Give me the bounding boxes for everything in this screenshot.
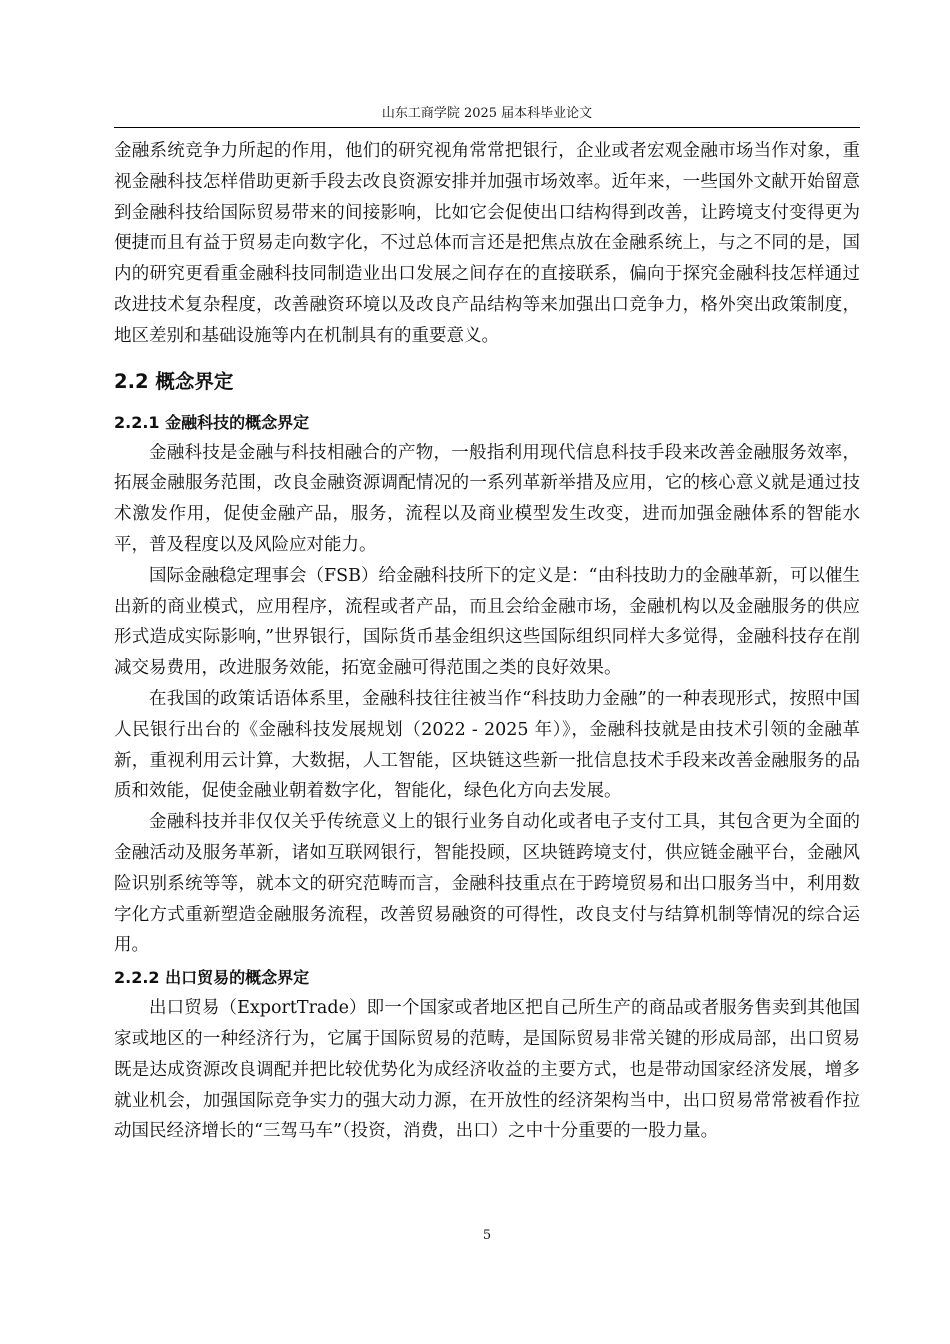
page-body xyxy=(114,136,860,1147)
subsection-heading-2-2-1: 2.2.1 金融科技的概念界定 xyxy=(114,412,310,432)
header-divider xyxy=(114,127,860,128)
paragraph-export-trade-definition: 出口贸易（ExportTrade）即一个国家或者地区把自己所生产的商品或者服务售卖到其他国家或地区的一种经济行为，它属于国际贸易的范畴，是国际贸易非常关键的形成局部，出口贸易既是达成资源改良调配并把比较优势化为成经济收益的主要方式，也是带动国家经济发展，增多就业机会，加强国际竞争实力的强大动力源，在开放性的经济架构当中，出口贸易常常被看作拉动国民经济增长的“三驾马车”（投资，消费，出口）之中十分重要的一股力量。 xyxy=(114,998,860,1142)
paragraph-fintech-scope: 金融科技并非仅仅关乎传统意义上的银行业务自动化或者电子支付工具，其包含更为全面的金融活动及服务革新，诸如互联网银行，智能投顾，区块链跨境支付，供应链金融平台，金融风险识别系统等等，就本文的研究范畴而言，金融科技重点在于跨境贸易和出口服务当中，利用数字化方式重新塑造金融服务流程，改善贸易融资的可得性，改良支付与结算机制等情况的综合运用。 xyxy=(114,812,860,956)
paragraph-continued: 金融系统竞争力所起的作用，他们的研究视角常常把银行，企业或者宏观金融市场当作对象，重视金融科技怎样借助更新手段去改良资源安排并加强市场效率。近年来，一些国外文献开始留意到金融科技给国际贸易带来的间接影响，比如它会促使出口结构得到改善，让跨境支付变得更为便捷而且有益于贸易走向数字化，不过总体而言还是把焦点放在金融系统上，与之不同的是，国内的研究更看重金融科技同制造业出口发展之间存在的直接联系，偏向于探究金融科技怎样通过改进技术复杂程度，改善融资环境以及改良产品结构等来加强出口竞争力，格外突出政策制度，地区差别和基础设施等内在机制具有的重要意义。 xyxy=(114,141,860,346)
paragraph-fintech-definition: 金融科技是金融与科技相融合的产物，一般指利用现代信息科技手段来改善金融服务效率，拓展金融服务范围，改良金融资源调配情况的一系列革新举措及应用，它的核心意义就是通过技术激发作用，促使金融产品，服务，流程以及商业模型发生改变，进而加强金融体系的智能水平，普及程度以及风险应对能力。 xyxy=(114,442,860,555)
subsection-heading-2-2-2: 2.2.2 出口贸易的概念界定 xyxy=(114,968,310,988)
section-heading-2-2: 2.2 概念界定 xyxy=(114,369,234,393)
page-number: 5 xyxy=(482,1228,492,1243)
running-header: 山东工商学院 2025 届本科毕业论文 xyxy=(381,106,593,121)
paragraph-fsb-definition: 国际金融稳定理事会（FSB）给金融科技所下的定义是：“由科技助力的金融革新，可以催生出新的商业模式，应用程序，流程或者产品，而且会给金融市场，金融机构以及金融服务的供应形式造成实际影响，”世界银行，国际货币基金组织这些国际组织同样大多觉得，金融科技存在削减交易费用，改进服务效能，拓宽金融可得范围之类的良好效果。 xyxy=(114,565,860,679)
paragraph-policy-context: 在我国的政策话语体系里，金融科技往往被当作“科技助力金融”的一种表现形式，按照中国人民银行出台的《金融科技发展规划（2022 - 2025 年）》，金融科技就是由技术引领的金融革新，重视利用云计算，大数据，人工智能，区块链这些新一批信息技术手段来改善金融服务的品质和效能，促使金融业朝着数字化，智能化，绿色化方向去发展。 xyxy=(114,688,860,802)
